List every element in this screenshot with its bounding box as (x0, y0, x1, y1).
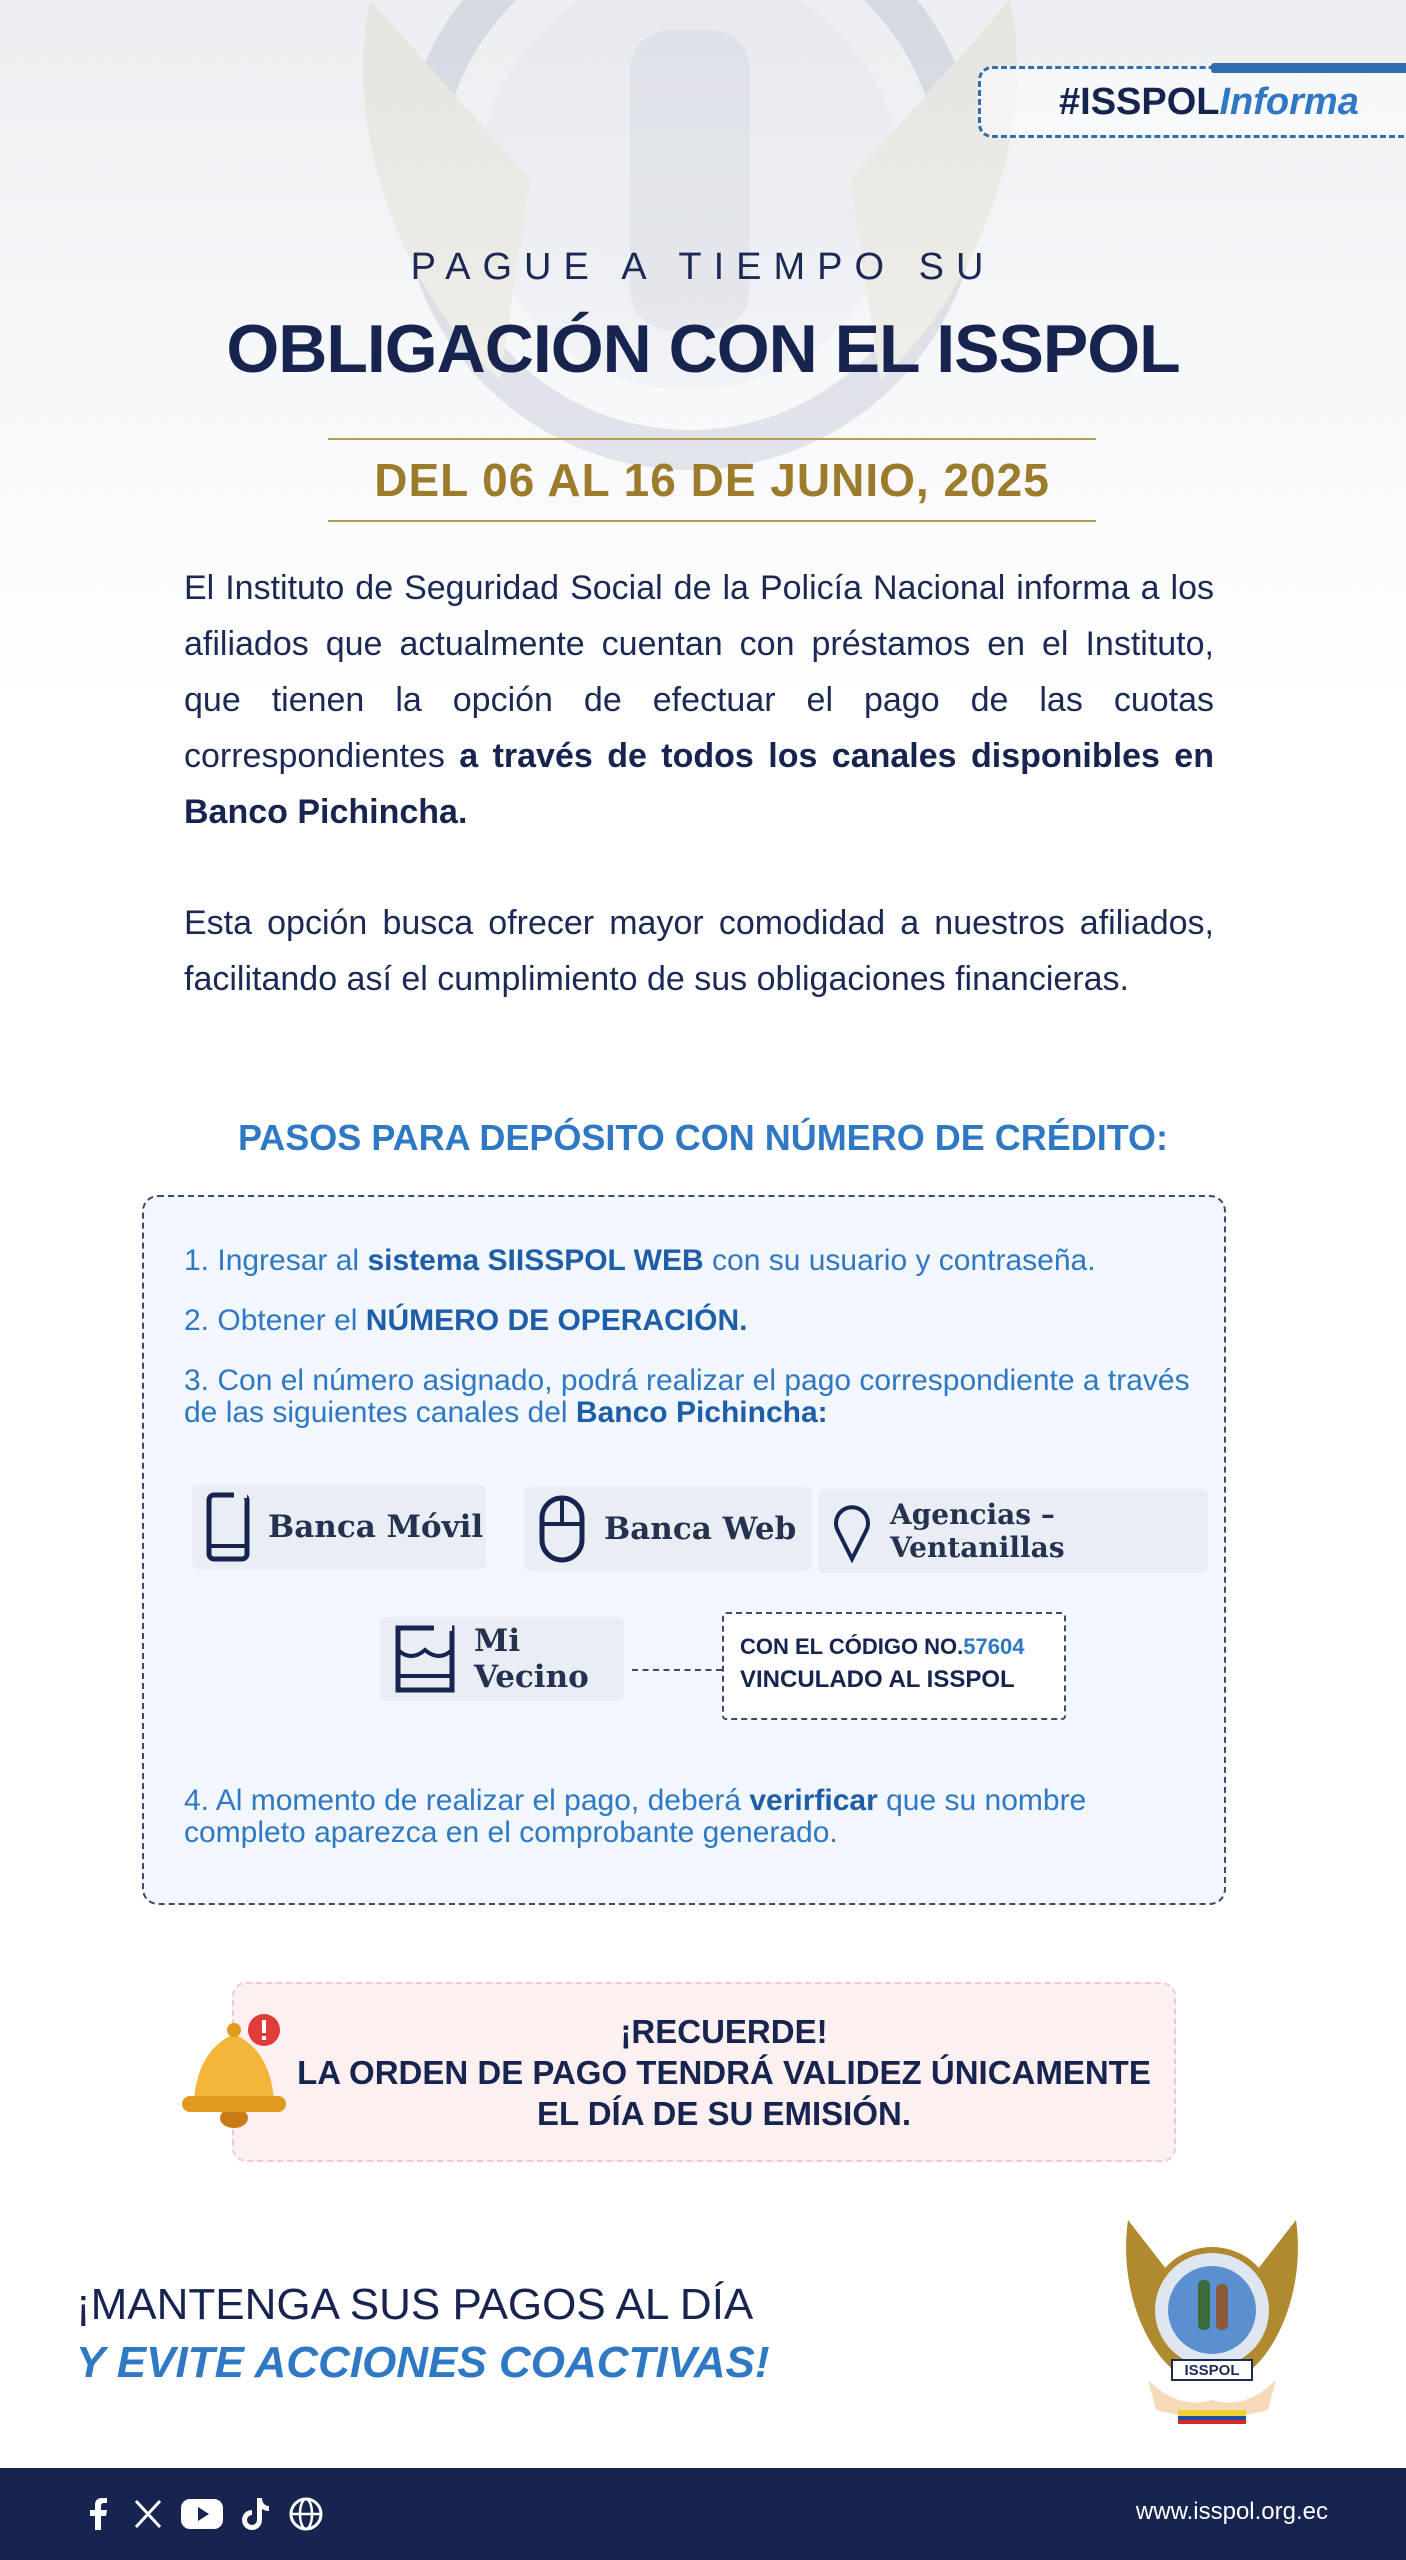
page-title: OBLIGACIÓN CON EL ISSPOL (226, 311, 1180, 387)
steps-box (142, 1195, 1226, 1905)
tiktok-icon[interactable] (238, 2496, 274, 2532)
step-3 (184, 1365, 1214, 1429)
emblem-text: ISSPOL (1184, 2362, 1240, 2379)
code-prefix: CON EL CÓDIGO NO. (740, 1634, 964, 1659)
intro-paragraph-1 (184, 560, 1214, 840)
steps-heading: PASOS PARA DEPÓSITO CON NÚMERO DE CRÉDITO: (237, 1117, 1169, 1158)
isspol-emblem-logo (1118, 2210, 1306, 2428)
step-1-post: con su usuario y contraseña. (703, 1244, 1096, 1277)
reminder-box (232, 1982, 1176, 2162)
step-4 (184, 1785, 1214, 1849)
code-line-1 (740, 1634, 1064, 1660)
step-4-bold: verirficar (749, 1784, 878, 1817)
date-range: DEL 06 AL 16 DE JUNIO, 2025 (328, 438, 1096, 522)
mobile-phone-icon (206, 1492, 250, 1562)
cta-line-2: Y EVITE ACCIONES COACTIVAS! (76, 2338, 770, 2387)
website-link[interactable]: www.isspol.org.ec (1135, 2498, 1328, 2525)
intro-paragraph-2: Esta opción busca ofrecer mayor comodidad a nuestros afiliados, facilitando así el cumplimiento de sus obligaciones financieras. (184, 904, 1214, 998)
channel-label: Banca Web (604, 1511, 797, 1547)
hashtag-main-text: #ISSPOL (1059, 80, 1220, 123)
hashtag-accent-bar (1211, 63, 1406, 73)
pre-title: PAGUE A TIEMPO SU (410, 246, 996, 288)
channel-banca-movil (192, 1485, 486, 1569)
intro-p1-bold: a través de todos los canales disponibles en Banco Pichincha. (184, 737, 1214, 831)
reminder-line-1: ¡RECUERDE! (620, 2012, 828, 2050)
channel-label: Banca Móvil (268, 1509, 484, 1545)
step-4-post: que su nombre completo aparezca en el comprobante generado. (184, 1784, 1087, 1849)
footer (0, 2468, 1406, 2560)
notification-bell-icon (164, 2000, 304, 2140)
location-pin-icon (832, 1499, 872, 1563)
social-links (80, 2496, 324, 2532)
code-line-2: VINCULADO AL ISSPOL (740, 1666, 1015, 1693)
step-4-pre: 4. Al momento de realizar el pago, deberá (184, 1784, 750, 1817)
hashtag-accent-text: Informa (1219, 80, 1359, 123)
step-2-bold: NÚMERO DE OPERACIÓN. (365, 1304, 748, 1337)
facebook-icon[interactable] (80, 2496, 116, 2532)
call-to-action (76, 2276, 770, 2392)
step-2-pre: 2. Obtener el (184, 1304, 366, 1337)
mouse-icon (538, 1494, 586, 1564)
step-3-pre: 3. Con el número asignado, podrá realizar el pago correspondiente a través de las siguientes canales del (184, 1364, 1190, 1429)
step-1 (184, 1245, 1214, 1277)
channel-agencias-ventanillas (818, 1489, 1208, 1573)
storefront-icon (394, 1624, 456, 1694)
reminder-line-2: LA ORDEN DE PAGO TENDRÁ VALIDEZ ÚNICAMENTE (297, 2053, 1151, 2091)
step-2 (184, 1305, 1214, 1337)
step-1-pre: 1. Ingresar al (184, 1244, 368, 1277)
dashed-connector (632, 1669, 722, 1671)
intro-p1-text: El Instituto de Seguridad Social de la Policía Nacional informa a los afiliados que actualmente cuentan con préstamos en el Instituto, que tienen la opción de efectuar el pago de las cuotas correspondientes (184, 569, 1214, 775)
step-1-bold: sistema SIISSPOL WEB (367, 1244, 704, 1277)
hashtag-isspol-informa (978, 66, 1406, 138)
channel-banca-web (524, 1487, 812, 1571)
cta-line-1: ¡MANTENGA SUS PAGOS AL DÍA (76, 2280, 754, 2329)
step-3-bold: Banco Pichincha: (575, 1396, 828, 1429)
x-icon[interactable] (130, 2496, 166, 2532)
code-box (722, 1612, 1066, 1720)
channel-label: Mi Vecino (474, 1623, 589, 1695)
youtube-icon[interactable] (180, 2496, 224, 2532)
code-number: 57604 (963, 1634, 1025, 1659)
channel-label: Agencias – Ventanillas (890, 1498, 1065, 1564)
channel-mi-vecino (380, 1617, 624, 1701)
reminder-line-3: EL DÍA DE SU EMISIÓN. (536, 2094, 912, 2132)
globe-icon[interactable] (288, 2496, 324, 2532)
